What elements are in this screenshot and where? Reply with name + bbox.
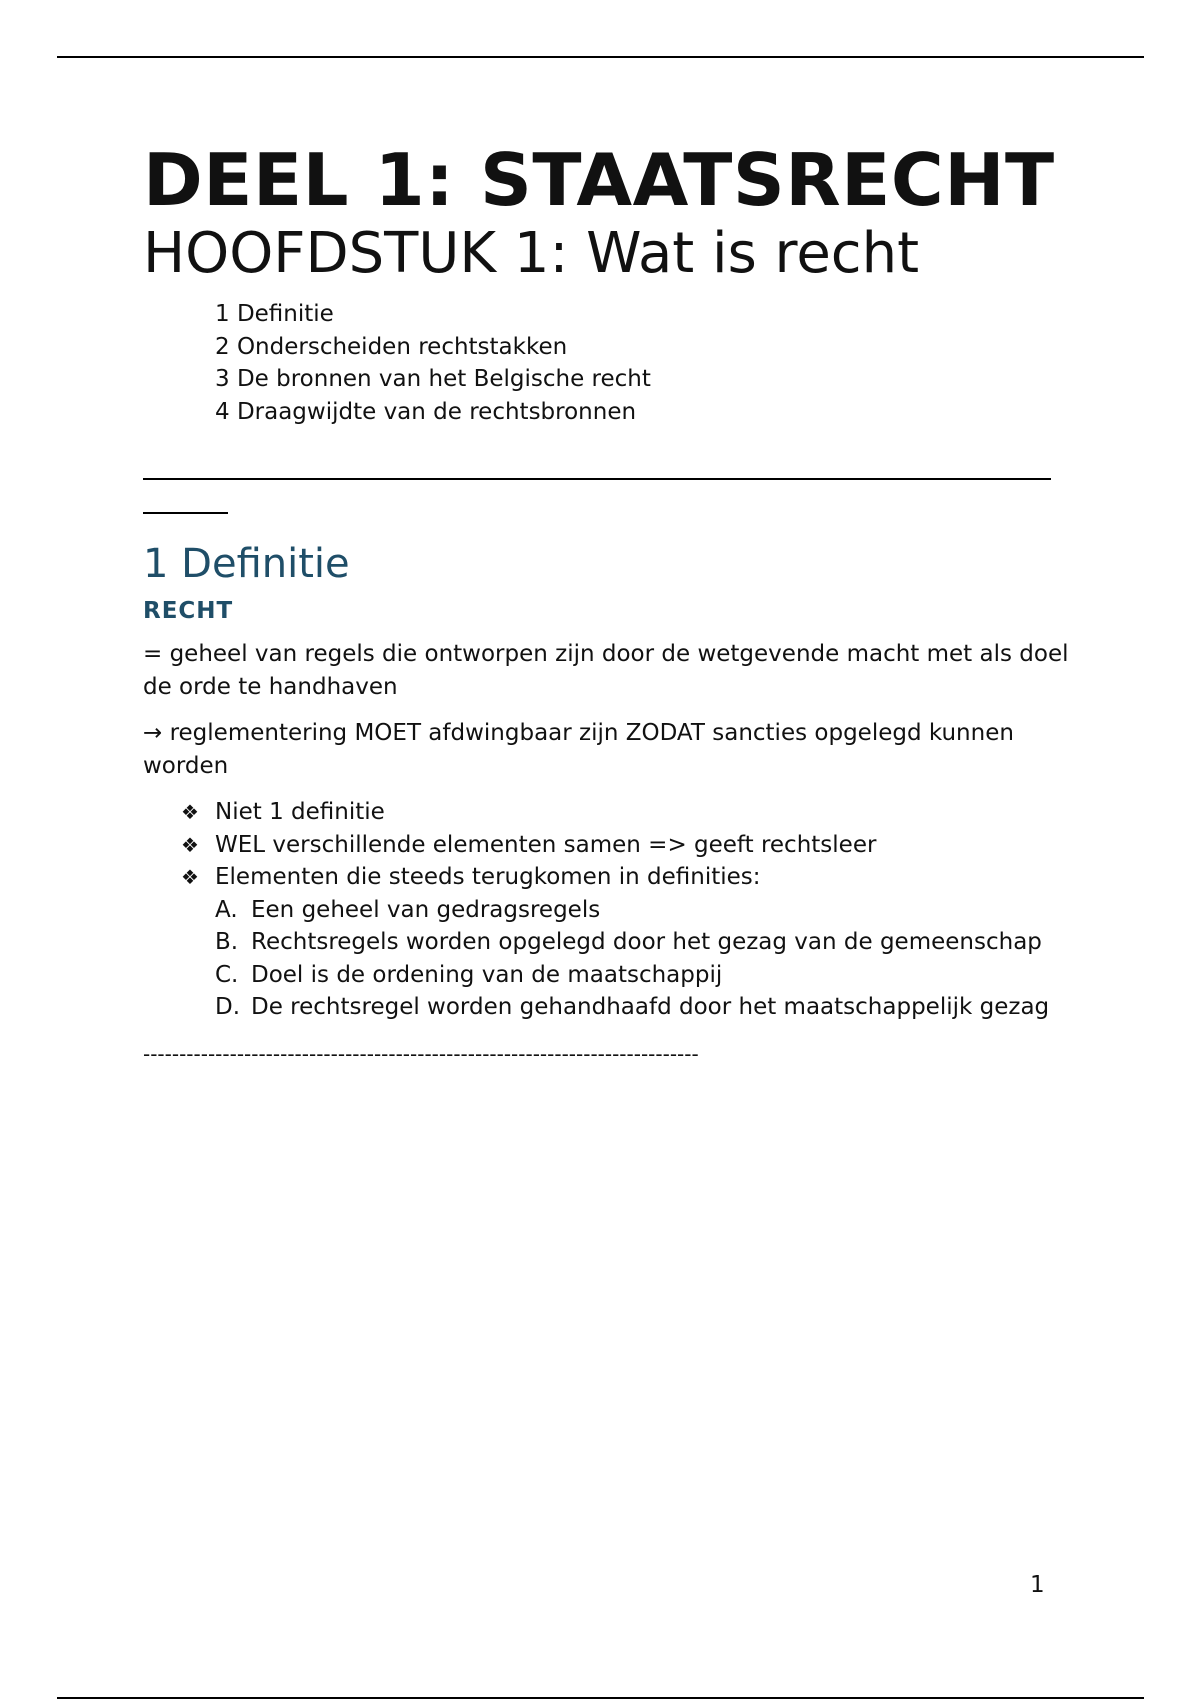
bullet-text: Niet 1 definitie — [215, 799, 385, 825]
list-item — [215, 959, 1073, 992]
bullet-list — [181, 796, 1073, 894]
list-marker: C. — [215, 961, 239, 988]
section-separator — [143, 466, 1073, 526]
toc-item[interactable]: 4 Draagwijdte van de rechtsbronnen — [215, 398, 637, 425]
diamond-bullet-icon: ❖ — [181, 865, 199, 889]
toc-item[interactable]: 3 De bronnen van het Belgische recht — [215, 366, 651, 392]
list-marker: A. — [215, 896, 238, 923]
definition-paragraph: = geheel van regels die ontworpen zijn door de wetgevende macht met als doel de orde te handhaven — [143, 641, 1069, 700]
bullet-text: WEL verschillende elementen samen => geeft rechtsleer — [215, 831, 877, 858]
dashed-divider: ----------------------------------------------------------------------------- — [143, 1041, 699, 1066]
page-bottom-rule — [57, 1697, 1144, 1699]
list-item — [181, 829, 1073, 862]
subheading-recht: RECHT — [143, 598, 234, 624]
separator-line-short — [143, 512, 228, 514]
list-marker: D. — [215, 994, 241, 1020]
list-item — [181, 861, 1073, 894]
table-of-contents — [215, 298, 1073, 428]
list-item — [215, 991, 1073, 1024]
chapter-title: HOOFDSTUK 1: Wat is recht — [143, 221, 920, 286]
element-text: Doel is de ordening van de maatschappij — [251, 961, 723, 988]
consequence-paragraph: → reglementering MOET afdwingbaar zijn ZODAT sancties opgelegd kunnen worden — [143, 720, 1014, 779]
element-text: De rechtsregel worden gehandhaafd door het maatschappelijk gezag — [251, 994, 1050, 1020]
part-title: DEEL 1: STAATSRECHT — [143, 138, 1055, 222]
bullet-text: Elementen die steeds terugkomen in definities: — [215, 864, 761, 890]
elements-list — [215, 894, 1073, 1024]
page-top-rule — [57, 56, 1144, 58]
document-body — [143, 140, 1073, 1068]
separator-line-long — [143, 478, 1051, 480]
list-item — [215, 926, 1073, 959]
element-text: Een geheel van gedragsregels — [251, 896, 601, 923]
page-number: 1 — [1030, 1572, 1045, 1598]
list-item — [215, 894, 1073, 927]
toc-item[interactable]: 2 Onderscheiden rechtstakken — [215, 333, 568, 360]
list-item — [181, 796, 1073, 829]
diamond-bullet-icon: ❖ — [181, 832, 199, 857]
list-marker: B. — [215, 929, 239, 955]
toc-item[interactable]: 1 Definitie — [215, 301, 334, 327]
diamond-bullet-icon: ❖ — [181, 800, 199, 824]
element-text: Rechtsregels worden opgelegd door het gezag van de gemeenschap — [251, 929, 1042, 955]
section-heading: 1 Definitie — [143, 541, 350, 587]
